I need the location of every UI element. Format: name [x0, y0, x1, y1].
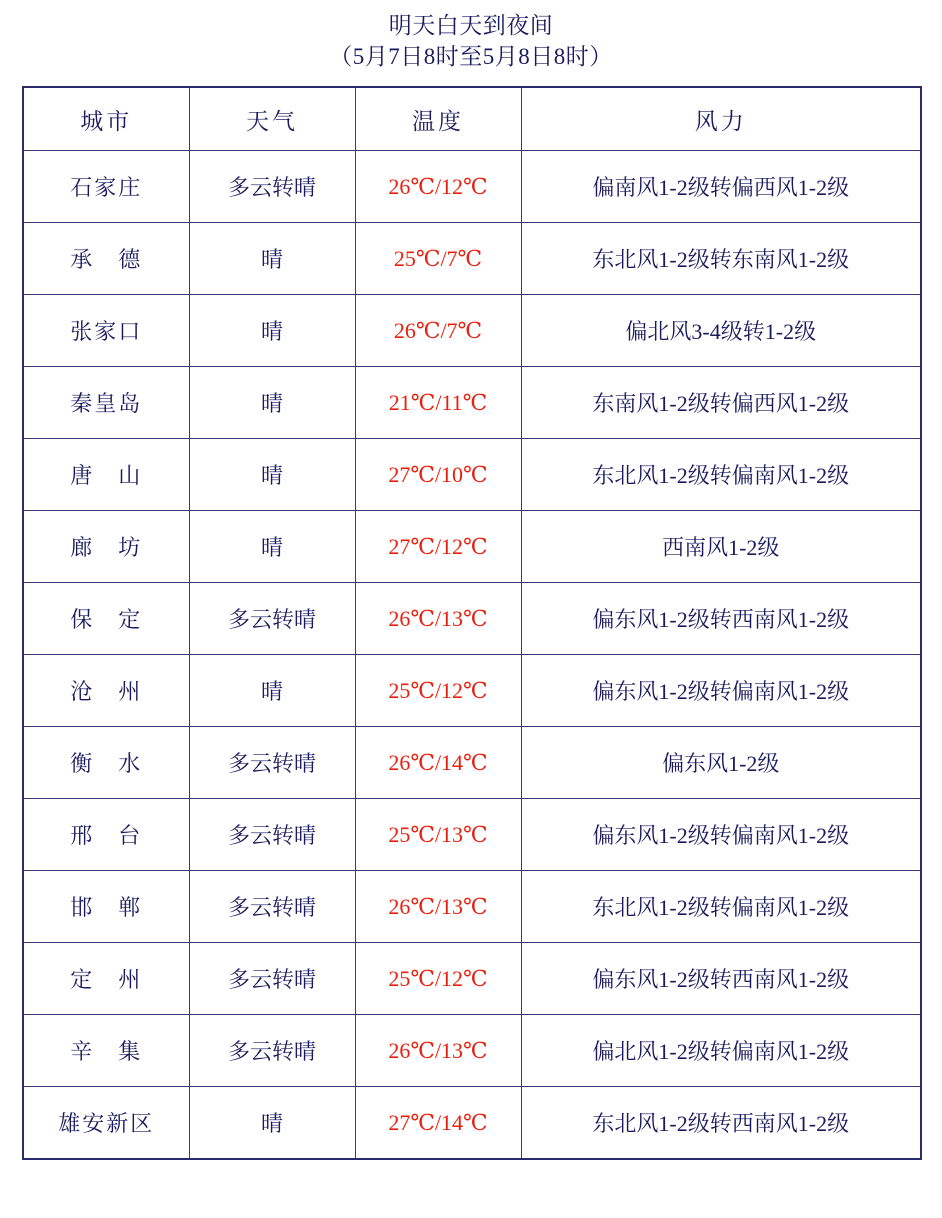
table-row — [23, 511, 921, 583]
cell-weather: 晴 — [189, 655, 355, 727]
table-body — [23, 151, 921, 1160]
cell-city: 廊 坊 — [23, 511, 189, 583]
cell-wind: 东北风1-2级转东南风1-2级 — [521, 223, 921, 295]
column-header-temperature: 温度 — [355, 87, 521, 151]
table-header — [23, 87, 921, 151]
table-row — [23, 943, 921, 1015]
cell-wind: 偏东风1-2级转西南风1-2级 — [521, 943, 921, 1015]
table-row — [23, 871, 921, 943]
weather-table — [22, 86, 922, 1160]
cell-wind: 西南风1-2级 — [521, 511, 921, 583]
cell-temperature: 26℃/13℃ — [355, 871, 521, 943]
column-header-city: 城市 — [23, 87, 189, 151]
title-line-primary: 明天白天到夜间 — [388, 13, 554, 38]
cell-weather: 多云转晴 — [189, 727, 355, 799]
cell-wind: 东北风1-2级转西南风1-2级 — [521, 1087, 921, 1160]
cell-city: 衡 水 — [23, 727, 189, 799]
cell-weather: 多云转晴 — [189, 1015, 355, 1087]
cell-weather: 晴 — [189, 367, 355, 439]
cell-temperature: 25℃/12℃ — [355, 655, 521, 727]
cell-temperature: 26℃/12℃ — [355, 151, 521, 223]
cell-city: 承 德 — [23, 223, 189, 295]
cell-weather: 晴 — [189, 223, 355, 295]
table-row — [23, 1015, 921, 1087]
cell-city: 邢 台 — [23, 799, 189, 871]
cell-weather: 晴 — [189, 1087, 355, 1160]
cell-temperature: 25℃/7℃ — [355, 223, 521, 295]
cell-wind: 东南风1-2级转偏西风1-2级 — [521, 367, 921, 439]
cell-city: 雄安新区 — [23, 1087, 189, 1160]
cell-temperature: 27℃/10℃ — [355, 439, 521, 511]
table-row — [23, 1087, 921, 1160]
cell-temperature: 21℃/11℃ — [355, 367, 521, 439]
table-header-row — [23, 87, 921, 151]
cell-temperature: 26℃/13℃ — [355, 583, 521, 655]
cell-city: 沧 州 — [23, 655, 189, 727]
cell-weather: 晴 — [189, 439, 355, 511]
cell-city: 石家庄 — [23, 151, 189, 223]
column-header-weather: 天气 — [189, 87, 355, 151]
cell-temperature: 26℃/13℃ — [355, 1015, 521, 1087]
cell-wind: 偏东风1-2级转偏南风1-2级 — [521, 655, 921, 727]
cell-wind: 偏南风1-2级转偏西风1-2级 — [521, 151, 921, 223]
cell-temperature: 25℃/13℃ — [355, 799, 521, 871]
cell-city: 秦皇岛 — [23, 367, 189, 439]
cell-temperature: 26℃/7℃ — [355, 295, 521, 367]
page-title — [22, 10, 920, 72]
cell-temperature: 25℃/12℃ — [355, 943, 521, 1015]
cell-wind: 偏东风1-2级 — [521, 727, 921, 799]
table-row — [23, 583, 921, 655]
cell-temperature: 27℃/12℃ — [355, 511, 521, 583]
cell-weather: 多云转晴 — [189, 799, 355, 871]
table-row — [23, 151, 921, 223]
cell-wind: 偏北风1-2级转偏南风1-2级 — [521, 1015, 921, 1087]
cell-wind: 偏东风1-2级转西南风1-2级 — [521, 583, 921, 655]
cell-city: 邯 郸 — [23, 871, 189, 943]
table-row — [23, 727, 921, 799]
cell-city: 唐 山 — [23, 439, 189, 511]
cell-city: 辛 集 — [23, 1015, 189, 1087]
title-line-period: （5月7日8时至5月8日8时） — [329, 44, 613, 69]
cell-weather: 多云转晴 — [189, 151, 355, 223]
table-row — [23, 799, 921, 871]
cell-weather: 多云转晴 — [189, 871, 355, 943]
cell-weather: 晴 — [189, 511, 355, 583]
cell-temperature: 26℃/14℃ — [355, 727, 521, 799]
table-row — [23, 295, 921, 367]
cell-weather: 晴 — [189, 295, 355, 367]
cell-city: 张家口 — [23, 295, 189, 367]
table-row — [23, 367, 921, 439]
cell-weather: 多云转晴 — [189, 583, 355, 655]
table-row — [23, 439, 921, 511]
cell-wind: 偏东风1-2级转偏南风1-2级 — [521, 799, 921, 871]
cell-city: 保 定 — [23, 583, 189, 655]
column-header-wind: 风力 — [521, 87, 921, 151]
cell-wind: 东北风1-2级转偏南风1-2级 — [521, 439, 921, 511]
cell-wind: 东北风1-2级转偏南风1-2级 — [521, 871, 921, 943]
cell-city: 定 州 — [23, 943, 189, 1015]
cell-weather: 多云转晴 — [189, 943, 355, 1015]
table-row — [23, 655, 921, 727]
table-row — [23, 223, 921, 295]
cell-temperature: 27℃/14℃ — [355, 1087, 521, 1160]
cell-wind: 偏北风3-4级转1-2级 — [521, 295, 921, 367]
